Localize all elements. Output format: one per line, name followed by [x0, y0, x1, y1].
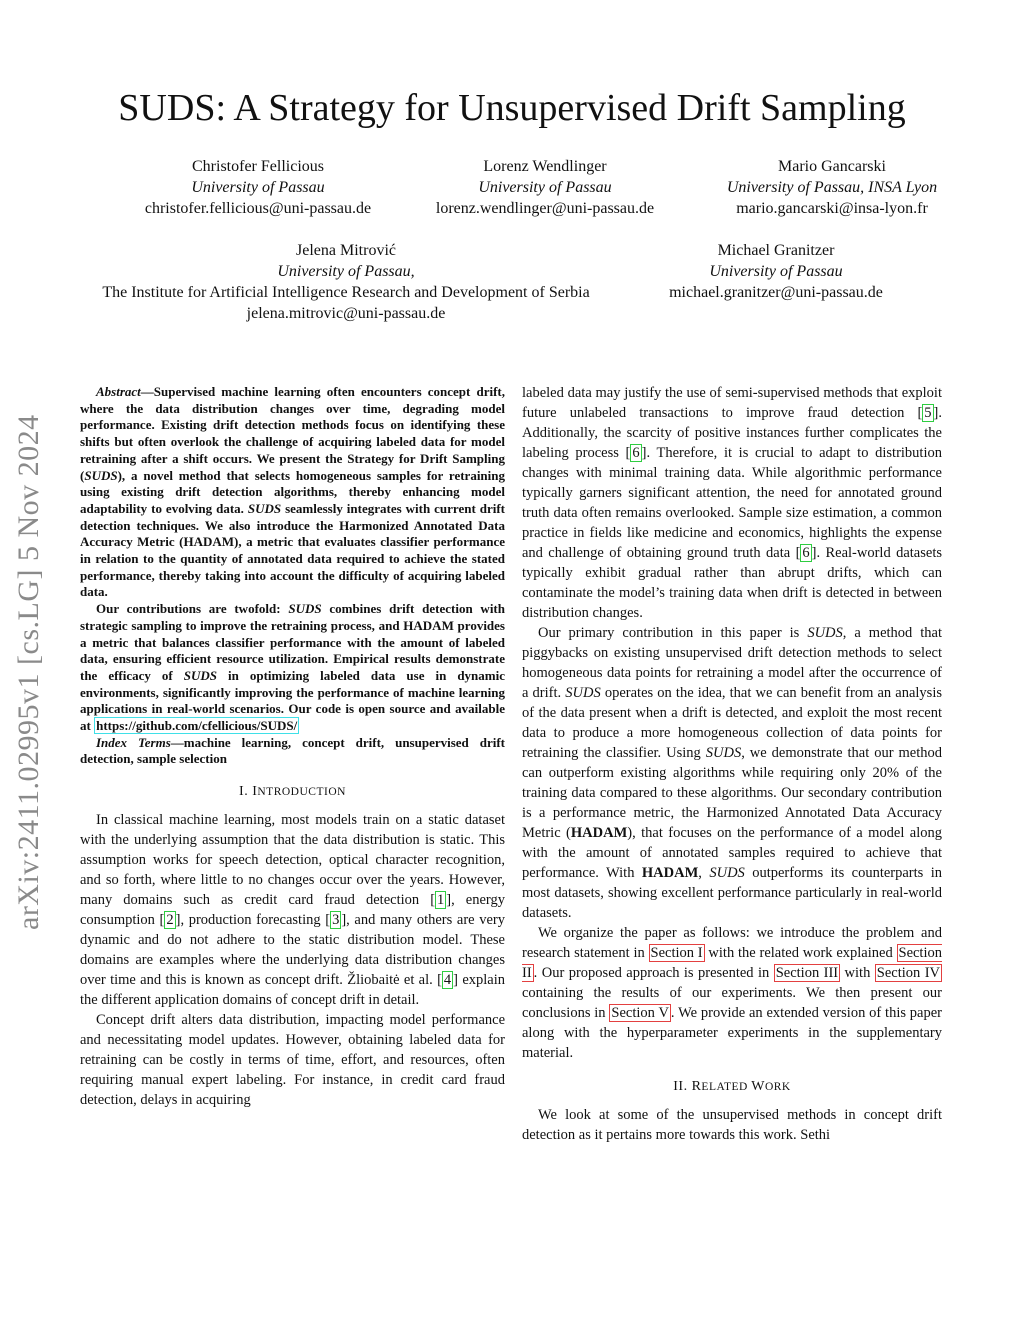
abstract-text: in optimizing labeled data use in dynamic environments, significantly improving the performance of machine learning applications in real-world scenarios. Our code is open source and available at — [80, 667, 505, 734]
body-paragraph: Concept drift alters data distribution, impacting model performance and necessitating model updates. However, obtaining labeled data for retraining can be costly in terms of time, effort, and resources, often requiring manual expert labeling. For instance, in credit card fraud detection, delays in acquiring — [80, 1012, 505, 1109]
author-block — [640, 240, 912, 303]
author-email: jelena.mitrovic@uni-passau.de — [246, 305, 446, 322]
section-name: ORK — [764, 1081, 791, 1093]
suds-term: SUDS — [247, 500, 282, 516]
body-text: ] explain the different application domains of concept drift in detail. — [80, 972, 506, 1009]
body-paragraph: We look at some of the unsupervised methods in concept drift detection as it pertains more towards this work. Sethi — [522, 1107, 942, 1143]
author-block — [118, 156, 398, 219]
suds-term: SUDS — [709, 865, 745, 881]
body-text: ], energy consumption [ — [80, 892, 505, 929]
body-text: ]. Therefore, it is crucial to adapt to distribution changes with minimal training data. While algorithmic performance typically garners significant attention, the need for annotated ground truth data often remains overlooked. Sample size estimation, a common practice in fields like medicine and economics, highlights the expense and challenge of obtaining ground truth data [ — [522, 445, 942, 561]
suds-term: SUDS — [565, 685, 601, 701]
author-affiliation: University of Passau, INSA Lyon — [726, 179, 938, 196]
abstract-paragraph — [80, 601, 505, 735]
github-link[interactable]: https://github.com/cfellicious/SUDS/ — [96, 718, 298, 734]
section-heading — [80, 782, 505, 802]
author-affiliation: University of Passau, — [277, 263, 415, 280]
index-terms-text: —machine learning, concept drift, unsupervised drift detection, sample selection — [80, 734, 505, 767]
body-text: outperforms its counterparts in most datasets, showing excellent performance particularly in real-world datasets. — [522, 865, 943, 921]
abstract-text: Our contributions are twofold: — [96, 601, 289, 617]
body-text: operates on the idea, that we can benefit from an analysis of the data present when a drift is detected, and exploit the most recent data to produce a more homogeneous collection of data points for retraining the classifier. Using — [522, 685, 942, 761]
abstract-text: seamlessly integrates with current drift detection techniques. We also introduce the Harmonized Annotated Data Accuracy Metric (HADAM), a metric that evaluates classifier performance in relation to the quantity of annotated data required to achieve the stated performance, thereby taking into account the difficulty of acquiring labeled data. — [80, 500, 506, 600]
body-text: ), that focuses on the performance of a model along with the amount of annotated samples required to achieve that performance. With — [522, 825, 942, 881]
section-heading — [522, 1077, 942, 1097]
author-affiliation: University of Passau — [191, 179, 325, 196]
body-paragraph — [522, 923, 942, 1063]
suds-term: SUDS — [807, 625, 843, 641]
body-text: In classical machine learning, most models train on a static dataset with the underlying assumption that the data distribution is static. This assumption works for speech detection, optical character recognition, and so forth, where little to no changes occur over the years. However, many domains such as credit card fraud detection [ — [80, 812, 505, 909]
body-text: , a method that piggybacks on existing unsupervised drift detection methods to select homogeneous data points for retraining a model after the occurrence of a drift. — [522, 625, 943, 701]
author-email: michael.granitzer@uni-passau.de — [669, 284, 883, 301]
section-name: ELATED — [701, 1081, 752, 1093]
abstract-text: —Supervised machine learning often encounters concept drift, where the data distribution changes over time, degrading model performance. Existing drift detection methods focus on identifying these shifts but often overlook the challenge of acquiring labeled data for model retraining after a shift occurs. We present the Strategy for Drift Sampling ( — [80, 384, 505, 483]
body-text: ], and many others are very dynamic and do not adhere to the static distribution model. These domains are examples where the underlying data distribution changes over time and this is known as concept drift. Žliobaitė et al. [ — [80, 912, 505, 989]
body-text: , — [698, 865, 710, 881]
right-column — [522, 383, 942, 1145]
author-block — [66, 240, 626, 324]
body-text: . Our proposed approach is presented in — [533, 965, 774, 981]
paper-title: SUDS: A Strategy for Unsupervised Drift Sampling — [118, 87, 906, 129]
body-paragraph — [80, 810, 505, 1010]
citation-link[interactable]: 2 — [166, 912, 174, 929]
author-name: Michael Granitzer — [717, 242, 835, 259]
author-name: Mario Gancarski — [778, 158, 886, 175]
body-text: ]. Additionally, the scarcity of positive instances further complicates the labeling process [ — [522, 405, 942, 461]
citation-link[interactable]: 3 — [332, 912, 340, 929]
suds-term: SUDS — [705, 745, 742, 761]
abstract-paragraph — [80, 384, 505, 601]
body-text: with — [840, 965, 875, 981]
author-email: christofer.fellicious@uni-passau.de — [144, 200, 372, 217]
section-ref-link[interactable]: Section IV — [876, 965, 941, 981]
citation-link[interactable]: 5 — [924, 405, 932, 421]
citation-link[interactable]: 6 — [802, 545, 810, 561]
left-column — [80, 384, 505, 1110]
hadam-term: HADAM — [570, 825, 628, 841]
body-text: ], production forecasting [ — [175, 912, 331, 929]
citation-link[interactable]: 4 — [443, 972, 452, 989]
hadam-term: HADAM — [641, 865, 699, 881]
body-paragraph — [522, 383, 942, 623]
body-paragraph — [522, 623, 942, 923]
section-ref-link[interactable]: Section II — [522, 945, 942, 981]
body-text: ]. Real-world datasets typically exhibit gradual rather than abrupt drifts, which can contaminate the model’s training data when drift is detected in between distribution changes. — [522, 545, 942, 621]
section-number: I. I — [239, 784, 258, 800]
section-ref-link[interactable]: Section V — [611, 1005, 669, 1021]
arxiv-stamp: arXiv:2411.02995v1 [cs.LG] 5 Nov 2024 — [12, 414, 45, 930]
abstract-text: combines drift detection with strategic sampling to improve the retraining process, and HADAM provides a metric that balances classifier performance with the amount of labeled data, ensuring efficient resource utilization. Empirical results demonstrate the efficacy of — [80, 601, 505, 683]
body-text: Our primary contribution in this paper is — [538, 625, 808, 641]
author-block — [692, 156, 972, 219]
body-text: . We provide an extended version of this paper along with the hyperparameter experiments in the supplementary material. — [522, 1005, 943, 1061]
body-text: labeled data may justify the use of semi-supervised methods that exploit future unlabeled transactions to improve fraud detection [ — [522, 385, 942, 421]
section-name: W — [751, 1079, 765, 1094]
author-name: Lorenz Wendlinger — [483, 158, 607, 175]
section-number: II. R — [673, 1079, 702, 1094]
body-text: , we demonstrate that our method can outperform existing algorithms while requiring only 20% of the training data compared to these algorithms. Our secondary contribution is a performance metric, the Harmonized Annotated Data Accuracy Metric ( — [522, 745, 942, 841]
author-name: Jelena Mitrović — [296, 242, 396, 259]
citation-link[interactable]: 1 — [437, 892, 445, 909]
author-email: lorenz.wendlinger@uni-passau.de — [435, 200, 655, 217]
index-terms — [80, 735, 505, 768]
abstract-text: ), a novel method that selects homogeneous samples for retraining using existing drift detection algorithms, thereby enhancing model adaptability to evolving data. — [80, 467, 505, 516]
suds-term: SUDS — [183, 667, 218, 683]
suds-term: SUDS — [288, 601, 322, 617]
body-text: We organize the paper as follows: we introduce the problem and research statement in — [522, 925, 942, 961]
suds-term: SUDS — [84, 467, 118, 483]
author-affiliation: University of Passau — [709, 263, 843, 280]
section-name: NTRODUCTION — [257, 786, 346, 799]
citation-link[interactable]: 6 — [632, 445, 640, 461]
section-ref-link[interactable]: Section III — [775, 965, 839, 981]
body-text: containing the results of our experiments. We then present our conclusions in — [522, 985, 942, 1021]
abstract-label: Abstract — [96, 384, 141, 399]
author-affiliation-2: The Institute for Artificial Intelligence Research and Development of Serbia — [102, 284, 590, 301]
author-name: Christofer Fellicious — [192, 158, 324, 175]
index-terms-label: Index Terms — [96, 734, 171, 750]
body-text: with the related work explained — [704, 945, 897, 961]
author-email: mario.gancarski@insa-lyon.fr — [736, 200, 928, 217]
author-affiliation: University of Passau — [478, 179, 612, 196]
author-block — [410, 156, 680, 219]
section-ref-link[interactable]: Section I — [650, 945, 703, 961]
